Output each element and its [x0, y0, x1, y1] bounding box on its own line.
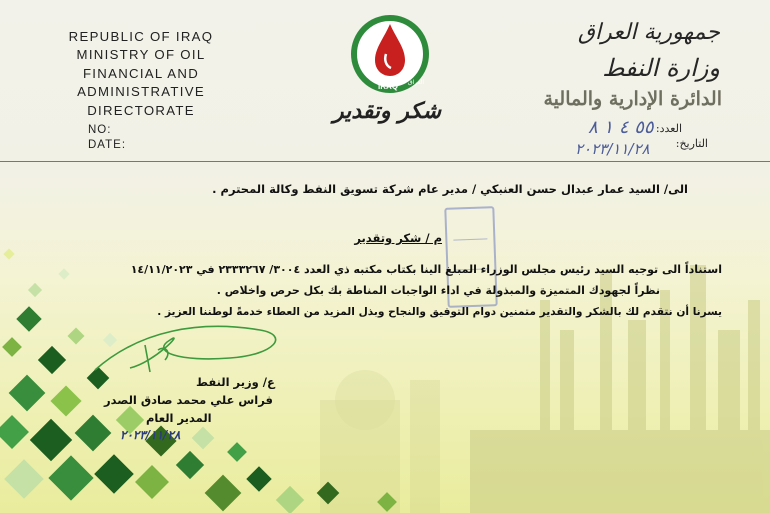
logo-text-ar: العراق — [408, 79, 425, 86]
date-label: DATE: — [88, 139, 127, 151]
arabic-number-label: العدد: — [655, 122, 682, 135]
header-english — [46, 28, 236, 120]
header-english-line: MINISTRY OF OIL — [76, 47, 206, 63]
body-line: يسرنا أن نتقدم لك بالشكر والتقدير متمنين دوام التوفيق والنجاح وبذل المزيد من العطاء خدمةً لوطننا العزيز . — [157, 306, 722, 318]
handwritten-number: ٥٥ ٤ ١ ٨ — [588, 117, 654, 138]
signature-scribble — [95, 326, 276, 370]
header-english-line: DIRECTORATE — [87, 102, 195, 118]
signature-position: المدير العام — [146, 411, 212, 425]
header-arabic-ministry: وزارة النفط — [602, 54, 720, 82]
header-arabic-republic: جمهورية العراق — [577, 20, 720, 45]
number-label: NO: — [88, 124, 112, 136]
subject-line: م / شكر وتقدير — [354, 231, 442, 245]
signature-initial — [145, 345, 168, 372]
signature-date: ٢٠٢٣/١١/٢٨ — [120, 428, 181, 442]
header-english-line: FINANCIAL AND — [82, 65, 200, 81]
handwritten-date: ٢٠٢٣/١١/٢٨ — [575, 140, 650, 158]
logo-text: IRAQ — [378, 82, 398, 91]
body-line: نظراً لجهودك المتميزة والمبذولة في اداء الواجبات المناطة بك بكل حرص واخلاص . — [216, 284, 660, 297]
header-english-line: ADMINISTRATIVE — [77, 84, 205, 100]
arabic-date-label: التاريخ: — [675, 137, 708, 150]
ministry-logo — [350, 14, 430, 94]
body-line: استناداً الى توجيه السيد رئيس مجلس الوزراء المبلغ الينا بكتاب مكتبه ذي العدد ٣٠٠٤/ ٢٣٣٣٢٦٧ في ١٤/١١/٢٠٢٣ — [130, 263, 722, 276]
signature-title: ع/ وزير النفط — [196, 375, 275, 389]
stamp-line — [453, 238, 487, 240]
header-divider — [0, 161, 770, 162]
recipient-line: الى/ السيد عمار عبدال حسن العنبكي / مدير عام شركة تسويق النفط وكالة المحترم . — [212, 182, 688, 196]
header-english-line: REPUBLIC OF IRAQ — [68, 29, 214, 44]
header-arabic-directorate: الدائرة الإدارية والمالية — [543, 88, 722, 110]
refinery-silhouette — [320, 265, 770, 513]
thanks-title: شكر وتقدير — [332, 98, 442, 124]
signature-name: فراس علي محمد صادق الصدر — [104, 393, 273, 407]
